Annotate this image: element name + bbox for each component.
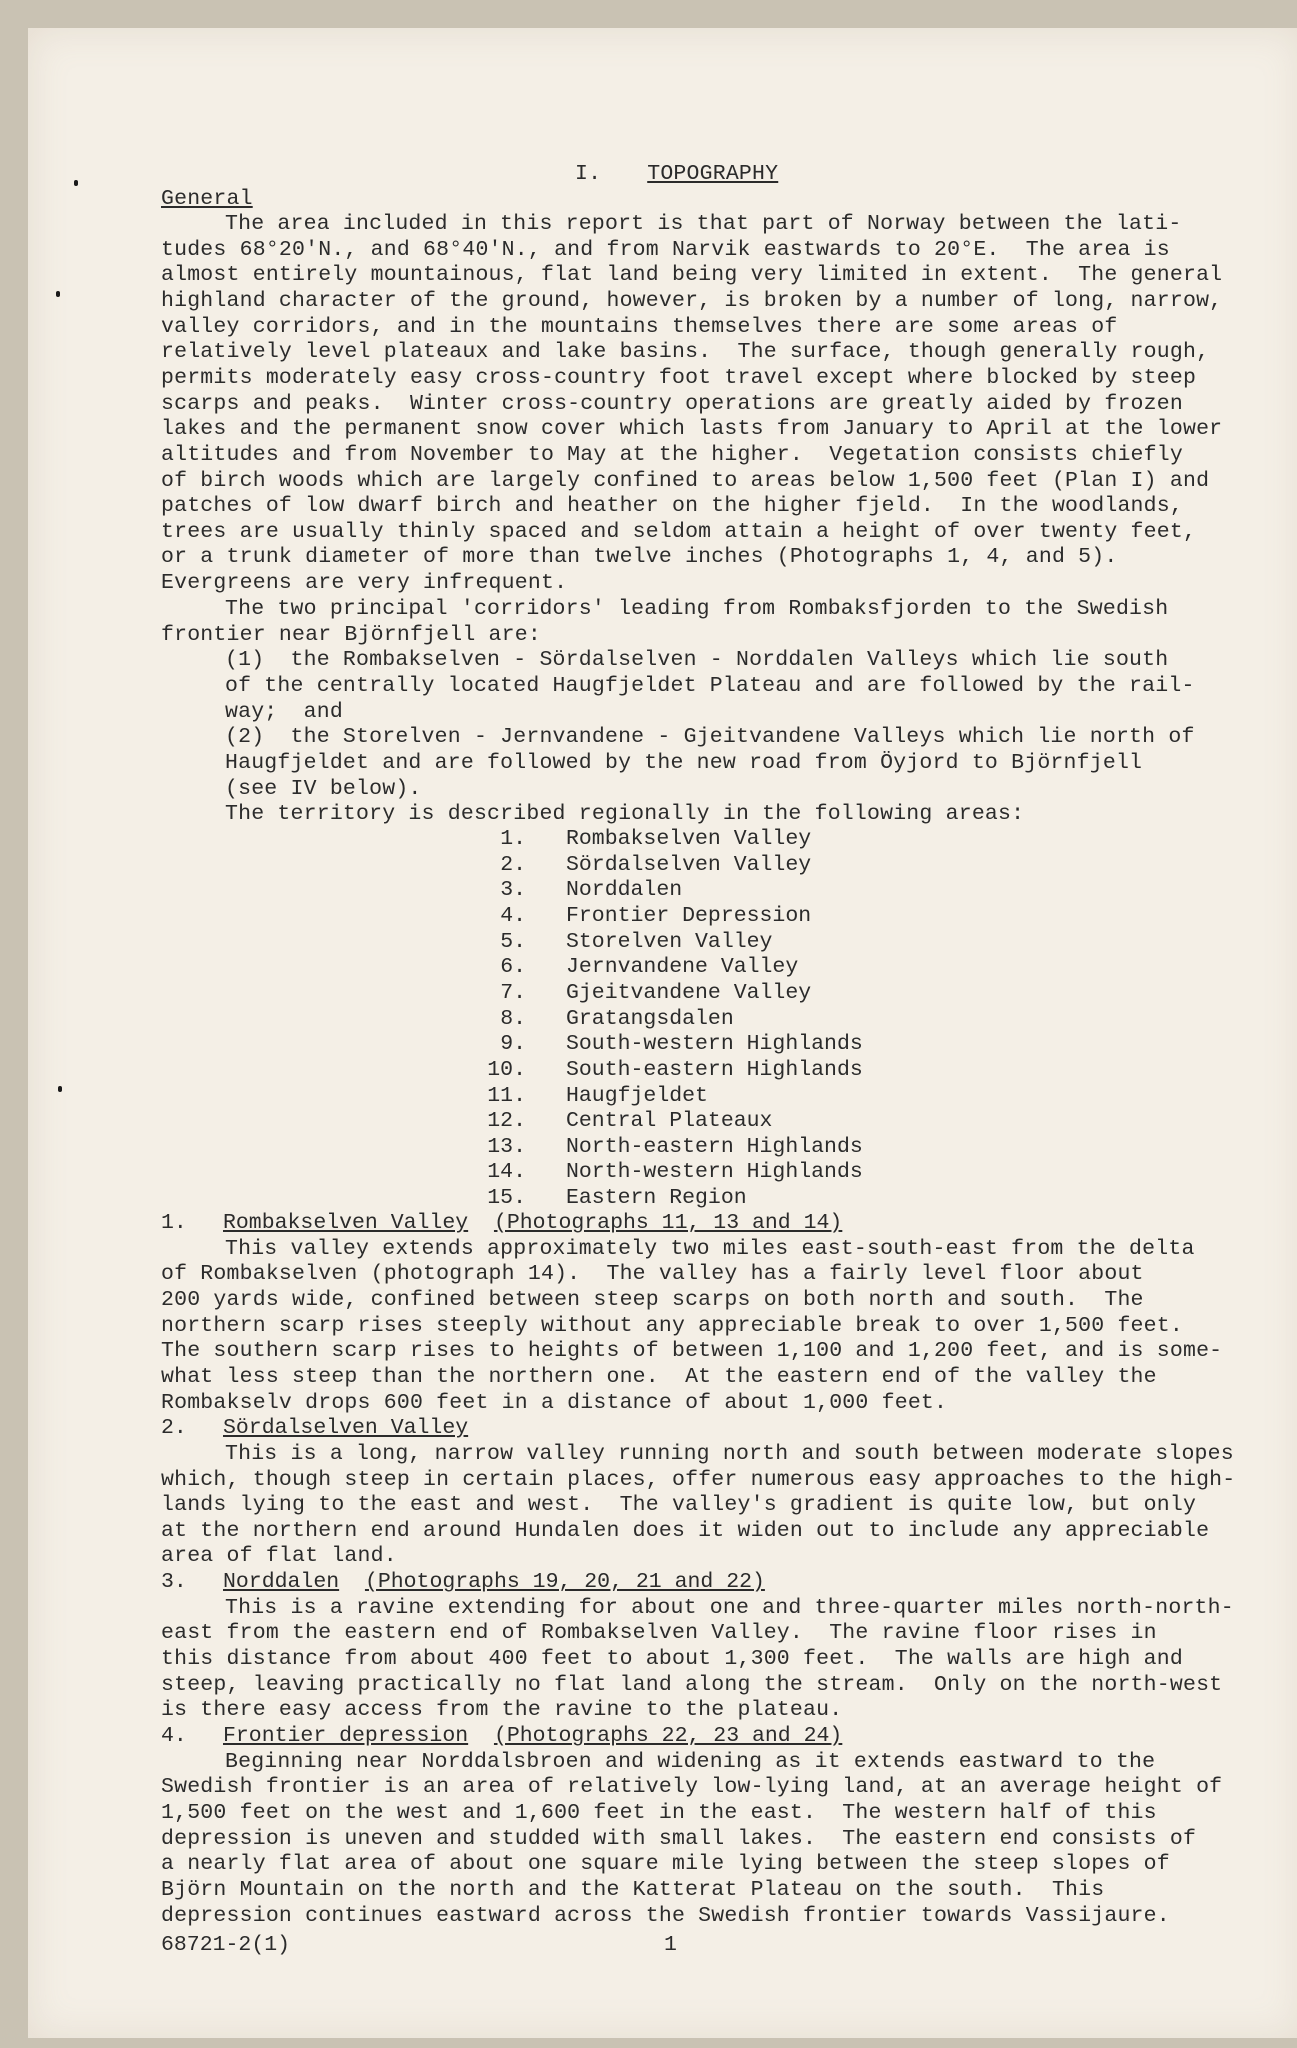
section-heading bbox=[223, 1416, 468, 1441]
text-line: at the northern end around Hundalen does it widen out to include any appreciable bbox=[161, 1518, 1210, 1543]
text-line: 1,500 feet on the west and 1,600 feet in the east. The western half of this bbox=[161, 1800, 1157, 1825]
text-line: area of flat land. bbox=[161, 1544, 397, 1569]
text-line: Evergreens are very infrequent. bbox=[161, 571, 568, 596]
text-line: Beginning near Norddalsbroen and widening as it extends eastward to the bbox=[225, 1749, 1156, 1774]
text-line: (1) the Rombakselven - Sördalselven - Norddalen Valleys which lie south bbox=[225, 648, 1169, 673]
text-line: almost entirely mountainous, flat land being very limited in extent. The general bbox=[161, 263, 1223, 288]
area-number: 15. bbox=[487, 1186, 526, 1211]
text-line: this distance from about 400 feet to about 1,300 feet. The walls are high and bbox=[161, 1647, 1183, 1672]
margin-mark bbox=[58, 1086, 62, 1092]
area-number: 11. bbox=[487, 1083, 526, 1108]
area-name: Eastern Region bbox=[566, 1186, 747, 1211]
text-line: way; and bbox=[225, 699, 343, 724]
area-number: 8. bbox=[500, 1006, 526, 1031]
text-line: lands lying to the east and west. The valley's gradient is quite low, but only bbox=[161, 1493, 1197, 1518]
text-line: is there easy access from the ravine to the plateau. bbox=[161, 1698, 843, 1723]
section-title: Norddalen bbox=[223, 1570, 340, 1595]
photo-reference: (Photographs 19, 20, 21 and 22) bbox=[364, 1570, 765, 1595]
text-line: depression is uneven and studded with small lakes. The eastern end consists of bbox=[161, 1826, 1197, 1851]
text-line: Björn Mountain on the north and the Katterat Plateau on the south. This bbox=[161, 1877, 1105, 1902]
text-line: steep, leaving practically no flat land along the stream. Only on the north-west bbox=[161, 1672, 1223, 1697]
text-line: (see IV below). bbox=[225, 776, 422, 801]
document-code: 68721-2(1) bbox=[161, 1933, 291, 1957]
margin-mark bbox=[56, 291, 60, 297]
area-name: South-eastern Highlands bbox=[566, 1057, 863, 1082]
section-heading bbox=[223, 1211, 842, 1236]
text-line: altitudes and from November to May at the higher. Vegetation consists chiefly bbox=[161, 442, 1183, 467]
area-number: 4. bbox=[500, 903, 526, 928]
area-number: 9. bbox=[500, 1032, 526, 1057]
photo-reference: (Photographs 22, 23 and 24) bbox=[493, 1724, 843, 1748]
area-number: 5. bbox=[500, 929, 526, 954]
area-name: South-western Highlands bbox=[566, 1032, 863, 1057]
area-name: North-eastern Highlands bbox=[566, 1134, 863, 1159]
text-line: scarps and peaks. Winter cross-country operations are greatly aided by frozen bbox=[161, 391, 1183, 416]
text-line: depression continues eastward across the Swedish frontier towards Vassijaure. bbox=[161, 1903, 1170, 1928]
page-title: I. TOPOGRAPHY bbox=[575, 162, 779, 186]
area-name: Jernvandene Valley bbox=[566, 955, 799, 980]
area-name: North-western Highlands bbox=[566, 1160, 863, 1185]
section-title: Sördalselven Valley bbox=[223, 1416, 469, 1441]
text-line: 200 yards wide, confined between steep scarps on both north and south. The bbox=[161, 1287, 1144, 1312]
section-number: 2. bbox=[161, 1416, 187, 1441]
text-line: Haugfjeldet and are followed by the new road from Öyjord to Björnfjell bbox=[225, 750, 1143, 775]
area-number: 10. bbox=[487, 1057, 526, 1082]
area-name: Gjeitvandene Valley bbox=[566, 980, 812, 1005]
area-name: Haugfjeldet bbox=[566, 1083, 708, 1108]
general-heading: General bbox=[161, 187, 253, 211]
text-line: a nearly flat area of about one square mile lying between the steep slopes of bbox=[161, 1852, 1170, 1877]
text-line: trees are usually thinly spaced and seldom attain a height of over twenty feet, bbox=[161, 519, 1197, 544]
text-line: tudes 68°20'N., and 68°40'N., and from Narvik eastwards to 20°E. The area is bbox=[161, 237, 1170, 262]
area-number: 6. bbox=[500, 955, 526, 980]
section-heading bbox=[223, 1724, 842, 1749]
text-line: frontier near Björnfjell are: bbox=[161, 622, 541, 647]
text-line: The southern scarp rises to heights of between 1,100 and 1,200 feet, and is some- bbox=[161, 1339, 1223, 1364]
area-number: 3. bbox=[500, 878, 526, 903]
text-line: patches of low dwarf birch and heather on the higher fjeld. In the woodlands, bbox=[161, 494, 1183, 519]
text-line: of birch woods which are largely confined to areas below 1,500 feet (Plan I) and bbox=[161, 468, 1210, 493]
text-line: relatively level plateaux and lake basins. The surface, though generally rough, bbox=[161, 340, 1210, 365]
area-name: Central Plateaux bbox=[566, 1109, 773, 1134]
text-line: This is a ravine extending for about one and three-quarter miles north-north- bbox=[225, 1595, 1234, 1620]
area-name: Storelven Valley bbox=[566, 929, 773, 954]
area-name: Norddalen bbox=[566, 878, 683, 903]
section-number: 1. bbox=[161, 1211, 187, 1235]
text-line: highland character of the ground, however, is broken by a number of long, narrow, bbox=[161, 288, 1223, 313]
text-line: of the centrally located Haugfjeldet Plateau and are followed by the rail- bbox=[225, 673, 1195, 698]
area-number: 2. bbox=[500, 852, 526, 877]
text-line: east from the eastern end of Rombakselven Valley. The ravine floor rises in bbox=[161, 1621, 1157, 1646]
text-line: lakes and the permanent snow cover which lasts from January to April at the lower bbox=[161, 417, 1223, 442]
text-line: which, though steep in certain places, offer numerous easy approaches to the high- bbox=[161, 1467, 1236, 1492]
area-name: Sördalselven Valley bbox=[566, 852, 812, 877]
text-line: what less steep than the northern one. At the eastern end of the valley the bbox=[161, 1364, 1157, 1389]
area-name: Frontier Depression bbox=[566, 903, 812, 928]
text-line: Rombakselv drops 600 feet in a distance of about 1,000 feet. bbox=[161, 1390, 948, 1415]
text-line: This is a long, narrow valley running north and south between moderate slopes bbox=[225, 1441, 1234, 1466]
section-title: Rombakselven Valley bbox=[223, 1211, 469, 1235]
page-number: 1 bbox=[664, 1933, 677, 1957]
text-line: northern scarp rises steeply without any appreciable break to over 1,500 feet. bbox=[161, 1313, 1183, 1338]
area-name: Gratangsdalen bbox=[566, 1006, 734, 1031]
area-number: 1. bbox=[500, 827, 526, 851]
text-line: This valley extends approximately two miles east-south-east from the delta bbox=[225, 1236, 1195, 1261]
text-line: Swedish frontier is an area of relatively low-lying land, at an average height of bbox=[161, 1775, 1223, 1800]
text-line: permits moderately easy cross-country foot travel except where blocked by steep bbox=[161, 365, 1197, 390]
text-line: valley corridors, and in the mountains themselves there are some areas of bbox=[161, 314, 1118, 339]
text-line: or a trunk diameter of more than twelve inches (Photographs 1, 4, and 5). bbox=[161, 545, 1118, 570]
section-heading bbox=[223, 1570, 765, 1595]
area-number: 7. bbox=[500, 980, 526, 1005]
area-number: 12. bbox=[487, 1109, 526, 1134]
area-number: 14. bbox=[487, 1160, 526, 1185]
area-name: Rombakselven Valley bbox=[566, 827, 812, 851]
section-number: 3. bbox=[161, 1570, 187, 1595]
text-line: The two principal 'corridors' leading from Rombaksfjorden to the Swedish bbox=[225, 597, 1169, 621]
area-number: 13. bbox=[487, 1134, 526, 1159]
text-line: The area included in this report is that part of Norway between the lati- bbox=[225, 212, 1182, 236]
section-title: Frontier depression bbox=[223, 1724, 469, 1748]
text-line: (2) the Storelven - Jernvandene - Gjeitvandene Valleys which lie north of bbox=[225, 725, 1195, 750]
text-line: of Rombakselven (photograph 14). The valley has a fairly level floor about bbox=[161, 1262, 1144, 1287]
margin-mark bbox=[74, 180, 78, 186]
photo-reference: (Photographs 11, 13 and 14) bbox=[493, 1211, 843, 1235]
section-number: 4. bbox=[161, 1724, 187, 1748]
text-line: The territory is described regionally in the following areas: bbox=[225, 802, 1025, 827]
